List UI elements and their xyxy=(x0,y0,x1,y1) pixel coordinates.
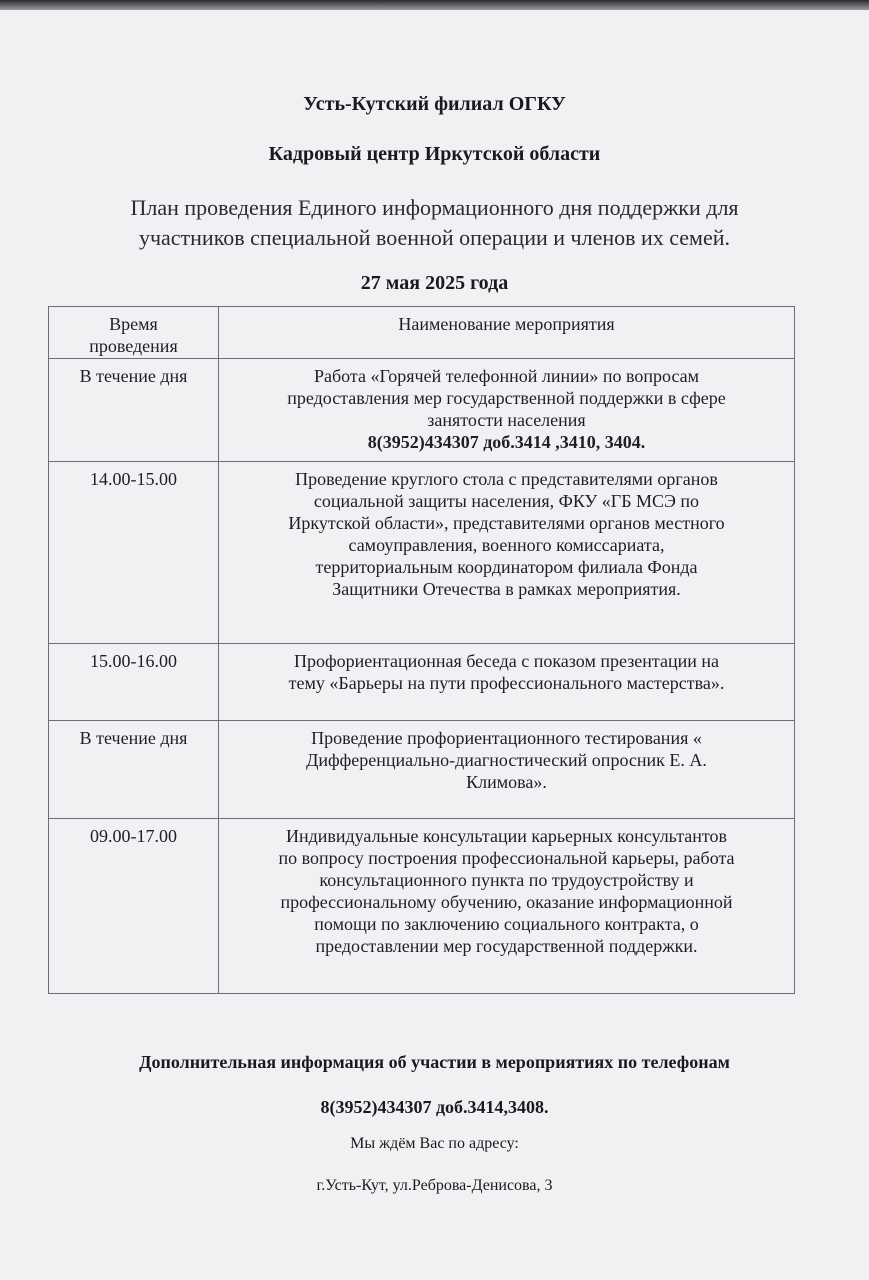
event-line: предоставления мер государственной поддержки в сфере xyxy=(287,388,726,408)
event-line: помощи по заключению социального контракта, о xyxy=(314,914,699,934)
event-date: 27 мая 2025 года xyxy=(360,272,509,294)
table-row xyxy=(49,721,795,819)
table-header-row xyxy=(49,307,795,359)
event-line: предоставлении мер государственной поддержки. xyxy=(315,936,698,956)
hotline-phone: 8(3952)434307 доб.3414 ,3410, 3404. xyxy=(367,432,646,452)
footer-info: Дополнительная информация об участии в мероприятиях по телефонам xyxy=(139,1052,730,1072)
footer-invite: Мы ждём Вас по адресу: xyxy=(350,1135,519,1152)
event-line: самоуправления, военного комиссариата, xyxy=(348,535,665,555)
row-event xyxy=(219,721,795,819)
event-line: Иркутской области», представителями органов местного xyxy=(288,513,725,533)
event-line: Защитники Отечества в рамках мероприятия. xyxy=(332,579,681,599)
event-line: по вопросу построения профессиональной карьеры, работа xyxy=(278,848,735,868)
event-line: территориальным координатором филиала Фонда xyxy=(315,557,698,577)
header-event: Наименование мероприятия xyxy=(219,307,795,359)
event-line: Проведение профориентационного тестирования « xyxy=(311,728,702,748)
event-line: профессиональному обучению, оказание информационной xyxy=(280,892,733,912)
event-line: Дифференциально-диагностический опросник Е. А. xyxy=(306,750,707,770)
plan-title-line-1: План проведения Единого информационного дня поддержки для xyxy=(130,195,739,220)
row-time: В течение дня xyxy=(49,359,219,462)
schedule-table xyxy=(48,306,795,994)
event-line: социальной защиты населения, ФКУ «ГБ МСЭ по xyxy=(313,491,700,511)
row-time: 09.00-17.00 xyxy=(49,819,219,994)
table-row xyxy=(49,819,795,994)
footer-phones: 8(3952)434307 доб.3414,3408. xyxy=(320,1097,549,1117)
plan-title-line-2: участников специальной военной операции и членов их семей. xyxy=(138,225,731,250)
event-line: занятости населения xyxy=(427,410,586,430)
event-line: Профориентационная беседа с показом презентации на xyxy=(293,651,720,671)
footer-address: г.Усть-Кут, ул.Реброва-Денисова, 3 xyxy=(316,1177,553,1194)
event-line: Индивидуальные консультации карьерных консультантов xyxy=(285,826,728,846)
header-time-line-2: проведения xyxy=(89,336,178,356)
event-line: тему «Барьеры на пути профессионального мастерства». xyxy=(288,673,725,693)
table-row xyxy=(49,359,795,462)
event-line: консультационного пункта по трудоустройству и xyxy=(319,870,694,890)
row-event xyxy=(219,819,795,994)
event-line: Работа «Горячей телефонной линии» по вопросам xyxy=(313,366,700,386)
row-event xyxy=(219,462,795,644)
row-event xyxy=(219,644,795,721)
row-time: 14.00-15.00 xyxy=(49,462,219,644)
row-time: 15.00-16.00 xyxy=(49,644,219,721)
table-row xyxy=(49,644,795,721)
event-line: Проведение круглого стола с представителями органов xyxy=(295,469,718,489)
header-time-line-1: Время xyxy=(109,314,158,334)
org-branch-title: Усть-Кутский филиал ОГКУ xyxy=(303,93,566,115)
event-line: Климова». xyxy=(466,772,547,792)
header-time xyxy=(49,307,219,359)
row-event xyxy=(219,359,795,462)
row-time: В течение дня xyxy=(49,721,219,819)
plan-title xyxy=(0,193,869,253)
table-row xyxy=(49,462,795,644)
org-center-title: Кадровый центр Иркутской области xyxy=(268,143,601,165)
